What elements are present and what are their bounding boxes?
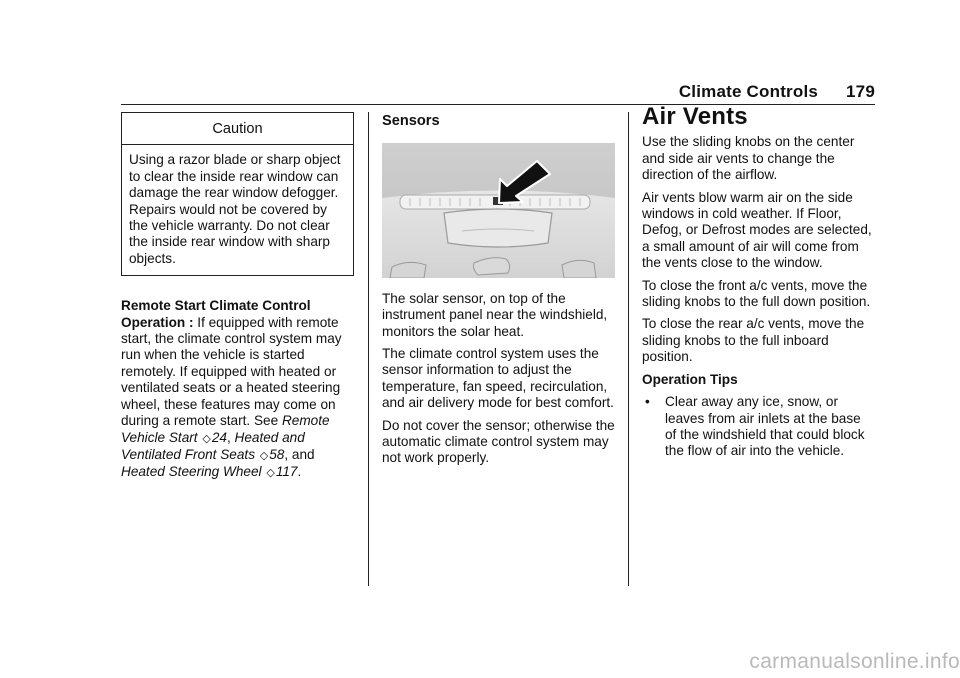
- remote-start-text: If equipped with remote start, the climate control system may run when the vehicle is started remotely. If equipped with heated or ventilated seats or a heated steering wheel, these features may come on during a remote start. See: [121, 314, 342, 429]
- page-header: [121, 84, 875, 105]
- bullet-icon: •: [645, 394, 650, 410]
- column-right: [642, 103, 876, 460]
- page-reference-icon: ◇: [259, 449, 269, 462]
- section-title: Climate Controls: [678, 82, 819, 101]
- column-divider: [368, 112, 369, 586]
- link-page-117[interactable]: 117: [275, 464, 298, 480]
- caution-title: Caution: [122, 113, 353, 145]
- link-heated-ventilated-seats[interactable]: Heated and Ventilated Front Seats: [121, 429, 305, 462]
- column-divider: [628, 112, 629, 586]
- sensors-paragraph-3: Do not cover the sensor; otherwise the automatic climate control system may not work properly.: [382, 417, 615, 466]
- air-vents-paragraph-2: Air vents blow warm air on the side windows in cold weather. If Floor, Defog, or Defrost modes are selected, a small amount of air will come from the vents close to the window.: [642, 189, 872, 271]
- page-reference-icon: ◇: [202, 432, 211, 445]
- watermark: carmanualsonline.info: [749, 650, 960, 673]
- tip-text: Clear away any ice, snow, or leaves from air inlets at the base of the windshield that could block the flow of air into the vehicle.: [665, 394, 865, 459]
- column-left: [121, 112, 354, 488]
- air-vents-paragraph-3: To close the front a/c vents, move the sliding knobs to the full down position.: [642, 277, 871, 310]
- link-remote-vehicle-start[interactable]: Remote Vehicle Start: [121, 413, 330, 445]
- link-heated-steering-wheel[interactable]: Heated Steering Wheel: [121, 464, 262, 480]
- link-page-24[interactable]: 24: [211, 429, 227, 445]
- sensors-heading: Sensors: [382, 113, 440, 129]
- sensors-paragraph-2: The climate control system uses the sensor information to adjust the temperature, fan speed, recirculation, and air delivery mode for best comfort.: [382, 346, 614, 411]
- air-vents-heading: Air Vents: [642, 103, 748, 130]
- and-text: , and: [284, 446, 315, 462]
- page-number: 179: [846, 82, 875, 101]
- sensors-paragraph-1: The solar sensor, on top of the instrument panel near the windshield, monitors the solar heat.: [382, 290, 608, 339]
- operation-tips-heading: Operation Tips: [642, 371, 738, 387]
- page-reference-icon: ◇: [266, 467, 275, 480]
- air-vents-paragraph-1: Use the sliding knobs on the center and side air vents to change the direction of the airflow.: [642, 134, 855, 183]
- solar-sensor-illustration: [382, 143, 615, 278]
- remote-start-paragraph: Remote Start Climate Control Operation : If equipped with remote start, the climate control system may run when the vehicle is started remotely. If equipped with heated or ventilated seats or a heated steering wheel, these features may come on during a remote start. See Remote Vehicle Start ◇24, Heated and Ventilated Front Seats ◇58, and Heated Steering Wheel ◇117.: [121, 298, 342, 480]
- list-item: [642, 394, 876, 460]
- air-vents-paragraph-4: To close the rear a/c vents, move the sliding knobs to the full inboard position.: [642, 316, 865, 365]
- caution-box: [121, 112, 354, 276]
- caution-text: Using a razor blade or sharp object to clear the inside rear window can damage the rear window defogger. Repairs would not be covered by the vehicle warranty. Do not clear the inside rear window with sharp objects.: [129, 152, 341, 266]
- column-middle: [382, 112, 615, 473]
- link-page-58[interactable]: 58: [269, 446, 285, 462]
- remote-start-heading: Remote Start Climate Control Operation :: [121, 298, 311, 330]
